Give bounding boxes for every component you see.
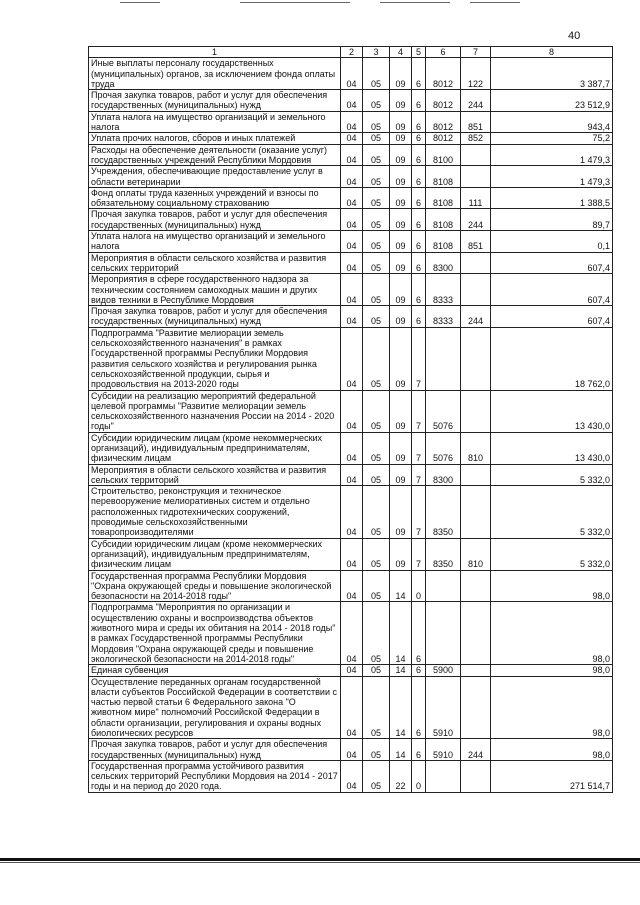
row-amount-cell: 1 479,3 [491,166,613,188]
row-code-cell: 6 [412,252,426,274]
bottom-rule-thin [0,862,640,863]
row-code-cell: 05 [363,432,390,464]
table-row [89,187,613,209]
row-amount-cell: 75,2 [491,133,613,144]
row-code-cell [461,166,491,188]
row-code-cell: 09 [390,166,412,188]
row-code-cell: 5910 [426,739,461,761]
row-code-cell: 7 [412,538,426,570]
row-code-cell [461,274,491,306]
table-row [89,676,613,739]
row-code-cell [461,760,491,792]
row-amount-cell: 271 514,7 [491,760,613,792]
row-name-cell: Уплата прочих налогов, сборов и иных платежей [89,133,341,144]
row-code-cell: 14 [390,739,412,761]
row-code-cell: 04 [341,739,363,761]
row-amount-cell: 98,0 [491,665,613,676]
row-code-cell: 05 [363,231,390,253]
row-code-cell: 05 [363,602,390,665]
row-name-cell: Подпрограмма "Развитие мелиорации земель сельскохозяйственного назначения" в рамках Государственной программы Республики Мордовия развития сельского хозяйства и регулирования рынка сельскохозяйственной продукции, сырья и продовольствия на 2013-2020 годы [89,327,341,390]
table-row [89,252,613,274]
row-code-cell: 04 [341,90,363,112]
row-code-cell: 04 [341,676,363,739]
row-code-cell: 04 [341,133,363,144]
row-code-cell: 04 [341,602,363,665]
row-code-cell: 09 [390,464,412,486]
table-row [89,538,613,570]
table-row [89,111,613,133]
header-cell: 8 [491,47,613,58]
row-code-cell: 09 [390,231,412,253]
row-code-cell: 810 [461,432,491,464]
row-code-cell [461,602,491,665]
row-name-cell: Строительство, реконструкция и техническое перевооружение мелиоративных систем и отдельно расположенных гидротехнических сооружений, проводимые сельскохозяйственными товаропроизводителями [89,486,341,538]
row-code-cell: 05 [363,760,390,792]
row-code-cell: 05 [363,464,390,486]
row-code-cell: 244 [461,209,491,231]
row-code-cell: 05 [363,111,390,133]
row-code-cell: 7 [412,486,426,538]
row-code-cell: 111 [461,187,491,209]
row-amount-cell: 943,4 [491,111,613,133]
row-code-cell: 09 [390,111,412,133]
row-code-cell: 04 [341,111,363,133]
row-code-cell: 04 [341,144,363,166]
row-code-cell: 09 [390,252,412,274]
row-amount-cell: 13 430,0 [491,432,613,464]
row-code-cell: 8012 [426,58,461,90]
row-name-cell: Прочая закупка товаров, работ и услуг для обеспечения государственных (муниципальных) нужд [89,306,341,328]
row-code-cell: 8100 [426,144,461,166]
row-code-cell: 04 [341,187,363,209]
row-code-cell: 05 [363,144,390,166]
row-name-cell: Уплата налога на имущество организаций и земельного налога [89,111,341,133]
row-code-cell [426,602,461,665]
row-code-cell: 04 [341,209,363,231]
row-code-cell: 09 [390,432,412,464]
row-code-cell: 5076 [426,390,461,432]
row-code-cell: 6 [412,144,426,166]
table-row [89,144,613,166]
row-name-cell: Государственная программа устойчивого развития сельских территорий Республики Мордовия на 2014 - 2017 годы и на период до 2020 года. [89,760,341,792]
row-code-cell: 05 [363,538,390,570]
row-code-cell: 04 [341,760,363,792]
row-code-cell: 04 [341,464,363,486]
row-code-cell: 6 [412,274,426,306]
row-code-cell: 14 [390,665,412,676]
row-code-cell: 09 [390,133,412,144]
page-number: 40 [568,30,581,42]
row-code-cell: 05 [363,133,390,144]
row-code-cell: 244 [461,739,491,761]
row-code-cell [461,486,491,538]
table-row [89,90,613,112]
row-code-cell: 8300 [426,464,461,486]
header-cell: 5 [412,47,426,58]
row-code-cell: 04 [341,252,363,274]
budget-table [88,46,613,793]
row-code-cell: 05 [363,327,390,390]
header-cell: 3 [363,47,390,58]
row-code-cell: 09 [390,90,412,112]
row-code-cell: 09 [390,390,412,432]
row-code-cell: 851 [461,231,491,253]
row-amount-cell: 98,0 [491,570,613,602]
row-amount-cell: 607,4 [491,306,613,328]
row-code-cell: 7 [412,464,426,486]
row-code-cell: 09 [390,538,412,570]
table-row [89,306,613,328]
row-name-cell: Единая субвенция [89,665,341,676]
row-code-cell: 04 [341,306,363,328]
row-name-cell: Мероприятия в сфере государственного надзора за техническим состоянием самоходных машин и других видов техники в Республике Мордовия [89,274,341,306]
row-code-cell: 05 [363,252,390,274]
row-code-cell: 05 [363,209,390,231]
row-code-cell: 6 [412,665,426,676]
row-code-cell: 0 [412,760,426,792]
row-code-cell: 8012 [426,133,461,144]
table-row [89,486,613,538]
row-name-cell: Иные выплаты персоналу государственных (муниципальных) органов, за исключением фонда оплаты труда [89,58,341,90]
row-amount-cell: 5 332,0 [491,538,613,570]
table-row [89,133,613,144]
row-name-cell: Прочая закупка товаров, работ и услуг для обеспечения государственных (муниципальных) нужд [89,739,341,761]
row-code-cell: 04 [341,231,363,253]
row-code-cell: 05 [363,90,390,112]
table-row [89,432,613,464]
header-cell: 1 [89,47,341,58]
row-code-cell: 04 [341,58,363,90]
row-name-cell: Фонд оплаты труда казенных учреждений и взносы по обязательному социальному страхованию [89,187,341,209]
row-code-cell: 14 [390,570,412,602]
row-code-cell: 6 [412,187,426,209]
row-name-cell: Осуществление переданных органам государственной власти субъектов Российской Федерации в соответствии с частью первой статьи 6 Федерального закона "О животном мире" полномочий Российской Федерации в области организации, регулирования и охраны водных биологических ресурсов [89,676,341,739]
row-name-cell: Субсидии на реализацию мероприятий федеральной целевой программы "Развитие мелиорации земель сельскохозяйственного назначения России на 2014 - 2020 годы" [89,390,341,432]
row-code-cell: 8108 [426,231,461,253]
row-code-cell: 04 [341,166,363,188]
row-code-cell: 04 [341,327,363,390]
row-code-cell: 22 [390,760,412,792]
row-code-cell: 7 [412,432,426,464]
row-name-cell: Мероприятия в области сельского хозяйства и развития сельских территорий [89,464,341,486]
top-scan-edge [0,0,640,8]
row-code-cell: 8350 [426,486,461,538]
row-amount-cell: 607,4 [491,274,613,306]
row-code-cell: 122 [461,58,491,90]
row-code-cell: 14 [390,602,412,665]
table-row [89,390,613,432]
row-code-cell: 8333 [426,306,461,328]
table-row [89,760,613,792]
header-cell: 7 [461,47,491,58]
row-code-cell: 6 [412,111,426,133]
row-name-cell: Субсидии юридическим лицам (кроме некоммерческих организаций), индивидуальным предпринимателям, физическим лицам [89,432,341,464]
row-name-cell: Прочая закупка товаров, работ и услуг для обеспечения государственных (муниципальных) нужд [89,209,341,231]
row-code-cell: 6 [412,676,426,739]
table-row [89,58,613,90]
row-code-cell: 8333 [426,274,461,306]
row-code-cell [461,464,491,486]
row-code-cell: 05 [363,390,390,432]
table-row [89,464,613,486]
row-code-cell: 05 [363,306,390,328]
row-code-cell: 8108 [426,209,461,231]
row-code-cell: 6 [412,166,426,188]
table-row [89,327,613,390]
row-code-cell: 04 [341,570,363,602]
row-code-cell: 09 [390,58,412,90]
table-row [89,739,613,761]
row-amount-cell: 3 387,7 [491,58,613,90]
row-amount-cell: 1 388,5 [491,187,613,209]
row-code-cell: 0 [412,570,426,602]
row-code-cell: 09 [390,209,412,231]
row-amount-cell: 23 512,9 [491,90,613,112]
row-name-cell: Мероприятия в области сельского хозяйства и развития сельских территорий [89,252,341,274]
row-amount-cell: 89,7 [491,209,613,231]
bottom-rule [0,858,640,861]
row-amount-cell: 0,1 [491,231,613,253]
row-name-cell: Подпрограмма "Мероприятия по организации и осуществлению охраны и воспроизводства объектов животного мира и среды их обитания на 2014 - 2018 годы" в рамках Государственной программы Республики Мордовия "Охрана окружающей среды и повышение экологической безопасности на 2014-2018 годы" [89,602,341,665]
row-code-cell: 7 [412,327,426,390]
row-amount-cell: 607,4 [491,252,613,274]
row-name-cell: Учреждения, обеспечивающие предоставление услуг в области ветеринарии [89,166,341,188]
row-code-cell [461,676,491,739]
row-code-cell [461,144,491,166]
row-code-cell: 04 [341,665,363,676]
row-code-cell: 05 [363,58,390,90]
row-code-cell [461,665,491,676]
row-code-cell [426,760,461,792]
row-amount-cell: 18 762,0 [491,327,613,390]
row-name-cell: Государственная программа Республики Мордовия "Охрана окружающей среды и повышение экологической безопасности на 2014-2018 годы" [89,570,341,602]
row-amount-cell: 13 430,0 [491,390,613,432]
row-amount-cell: 98,0 [491,602,613,665]
row-code-cell: 6 [412,231,426,253]
row-code-cell: 09 [390,187,412,209]
table-row [89,274,613,306]
row-code-cell [461,327,491,390]
row-amount-cell: 98,0 [491,676,613,739]
row-code-cell: 05 [363,274,390,306]
row-code-cell: 05 [363,486,390,538]
row-amount-cell: 5 332,0 [491,464,613,486]
row-code-cell: 05 [363,570,390,602]
row-code-cell: 09 [390,306,412,328]
row-code-cell [461,570,491,602]
row-code-cell: 09 [390,486,412,538]
row-code-cell: 05 [363,665,390,676]
row-code-cell: 8108 [426,187,461,209]
row-code-cell: 04 [341,274,363,306]
header-cell: 2 [341,47,363,58]
row-code-cell: 8350 [426,538,461,570]
header-cell: 6 [426,47,461,58]
row-code-cell: 7 [412,390,426,432]
row-code-cell: 6 [412,602,426,665]
row-amount-cell: 98,0 [491,739,613,761]
row-name-cell: Субсидии юридическим лицам (кроме некоммерческих организаций), индивидуальным предпринимателям, физическим лицам [89,538,341,570]
row-code-cell: 04 [341,432,363,464]
row-code-cell: 04 [341,390,363,432]
row-code-cell: 852 [461,133,491,144]
row-code-cell: 244 [461,306,491,328]
row-code-cell: 05 [363,739,390,761]
row-code-cell: 6 [412,209,426,231]
row-code-cell: 8012 [426,90,461,112]
row-code-cell: 09 [390,144,412,166]
row-code-cell: 05 [363,676,390,739]
row-code-cell: 05 [363,166,390,188]
row-code-cell: 810 [461,538,491,570]
row-amount-cell: 5 332,0 [491,486,613,538]
row-name-cell: Прочая закупка товаров, работ и услуг для обеспечения государственных (муниципальных) нужд [89,90,341,112]
row-name-cell: Расходы на обеспечение деятельности (оказание услуг) государственных учреждений Республики Мордовия [89,144,341,166]
row-code-cell: 6 [412,133,426,144]
row-code-cell: 5076 [426,432,461,464]
row-code-cell: 6 [412,739,426,761]
row-code-cell: 6 [412,58,426,90]
row-code-cell: 8108 [426,166,461,188]
row-code-cell [461,390,491,432]
table-row [89,570,613,602]
table-row [89,231,613,253]
row-code-cell [426,570,461,602]
table-row [89,665,613,676]
header-cell: 4 [390,47,412,58]
row-code-cell: 05 [363,187,390,209]
table-row [89,602,613,665]
row-code-cell: 244 [461,90,491,112]
row-code-cell: 09 [390,274,412,306]
table-header-row [89,47,613,58]
row-code-cell: 6 [412,306,426,328]
table-row [89,209,613,231]
row-code-cell: 5900 [426,665,461,676]
row-code-cell: 14 [390,676,412,739]
row-code-cell: 8300 [426,252,461,274]
row-code-cell: 6 [412,90,426,112]
row-code-cell: 851 [461,111,491,133]
row-amount-cell: 1 479,3 [491,144,613,166]
row-name-cell: Уплата налога на имущество организаций и земельного налога [89,231,341,253]
row-code-cell: 5910 [426,676,461,739]
row-code-cell: 04 [341,486,363,538]
row-code-cell: 09 [390,327,412,390]
row-code-cell: 8012 [426,111,461,133]
table-row [89,166,613,188]
row-code-cell [461,252,491,274]
row-code-cell: 04 [341,538,363,570]
row-code-cell [426,327,461,390]
